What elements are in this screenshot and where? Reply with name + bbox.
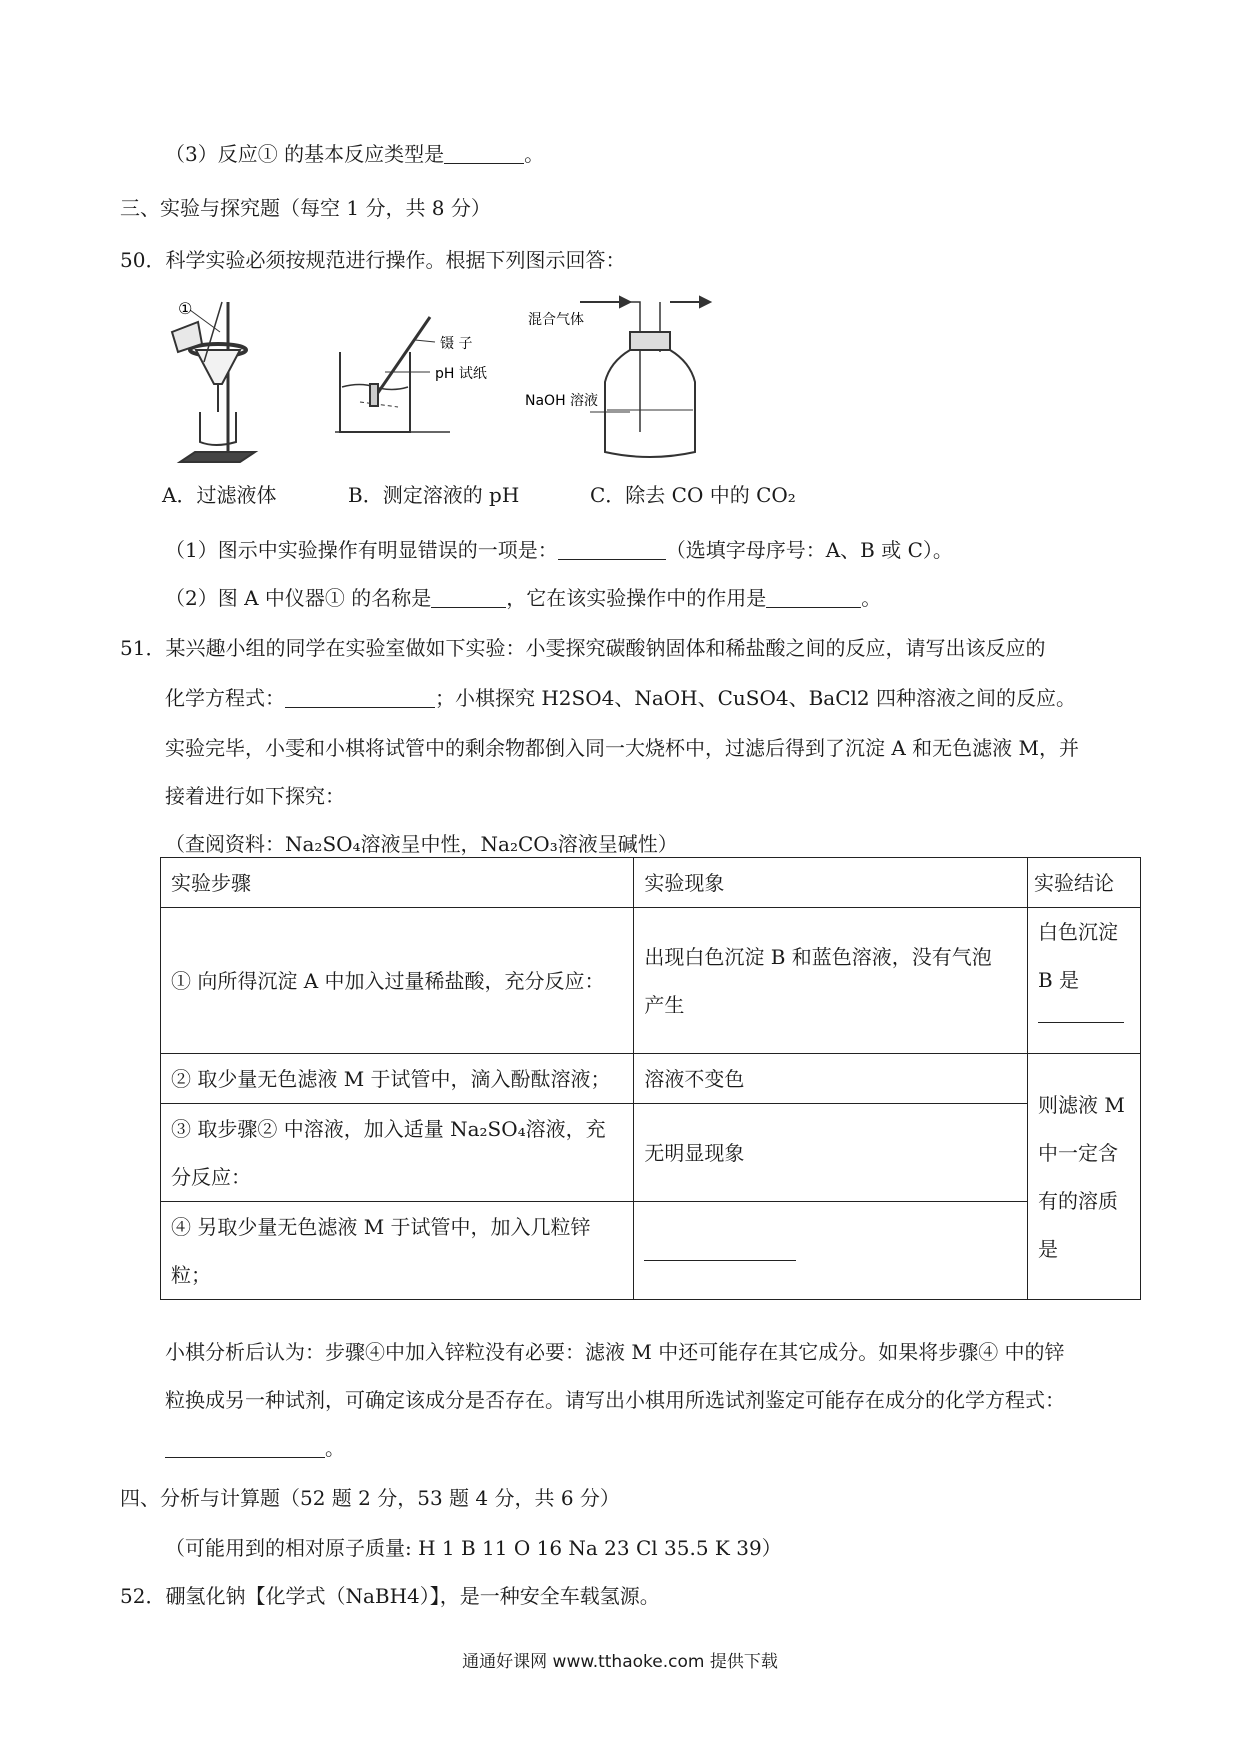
- answer-blank[interactable]: [1038, 1004, 1124, 1023]
- answer-blank[interactable]: [444, 143, 524, 164]
- gas-wash-apparatus: [580, 297, 710, 457]
- arrow-out-head: [700, 297, 710, 307]
- question-50: 50．科学实验必须按规范进行操作。根据下列图示回答：: [120, 248, 626, 272]
- table-row: [161, 1104, 1141, 1202]
- group-conclusion: 则滤液 M 中一定含 有的溶质 是: [1028, 1054, 1141, 1300]
- header-step: 实验步骤: [161, 858, 634, 908]
- analysis-line2: 粒换成另一种试剂，可确定该成分是否存在。请写出小棋用所选试剂鉴定可能存在成分的化学方程式：: [165, 1388, 1065, 1412]
- answer-blank[interactable]: [285, 687, 435, 708]
- row2-step: ② 取少量无色滤液 M 于试管中，滴入酚酞溶液；: [161, 1054, 634, 1104]
- page-footer: 通通好课网 www.tthaoke.com 提供下载: [462, 1652, 778, 1672]
- table-header-row: [161, 858, 1141, 908]
- q50-part1: （1）图示中实验操作有明显错误的一项是： （选填字母序号：A、B 或 C）。: [165, 538, 953, 562]
- row1-conclusion: 白色沉淀 B 是: [1028, 908, 1141, 1054]
- arrow-in-head: [620, 297, 630, 307]
- row4-step: ④ 另取少量无色滤液 M 于试管中，加入几粒锌 粒；: [161, 1202, 634, 1300]
- analysis-line1: 小棋分析后认为：步骤④中加入锌粒没有必要：滤液 M 中还可能存在其它成分。如果将步骤④ 中的锌: [165, 1340, 1065, 1364]
- table-row: [161, 1202, 1141, 1300]
- filtration-apparatus: [172, 302, 255, 462]
- atomic-masses: （可能用到的相对原子质量: H 1 B 11 O 16 Na 23 Cl 35.5 K 39）: [165, 1536, 782, 1560]
- q51-line5: （查阅资料：Na₂SO₄溶液呈中性，Na₂CO₃溶液呈碱性）: [165, 832, 678, 856]
- tweezer-label-line: [415, 340, 435, 342]
- beaker-a: [200, 412, 236, 445]
- answer-blank[interactable]: [558, 539, 666, 560]
- tweezers-label: 镊 子: [440, 336, 473, 352]
- experiment-figures: [160, 292, 820, 522]
- table-row: [161, 908, 1141, 1054]
- q51-line2: 化学方程式： ；小棋探究 H2SO4、NaOH、CuSO4、BaCl2 四种溶液之间的反应。: [165, 686, 1077, 710]
- naoh-label: NaOH 溶液: [525, 393, 599, 409]
- q50-part2: （2）图 A 中仪器① 的名称是 ，它在该实验操作中的作用是 。: [165, 586, 882, 610]
- row3-step: ③ 取步骤② 中溶液，加入适量 Na₂SO₄溶液，充 分反应：: [161, 1104, 634, 1202]
- answer-blank[interactable]: [766, 587, 861, 608]
- inlet-tube: [630, 302, 640, 432]
- analysis-line3: 。: [165, 1434, 345, 1462]
- gas-bottle: [605, 350, 695, 457]
- ph-paper: [370, 384, 378, 406]
- q51-line1: 51．某兴趣小组的同学在实验室做如下实验：小雯探究碳酸钠固体和稀盐酸之间的反应，请写出该反应的: [120, 636, 1046, 660]
- question-52: 52．硼氢化钠【化学式（NaBH4）】，是一种安全车载氢源。: [120, 1584, 660, 1608]
- row4-phenomenon: [634, 1202, 1028, 1300]
- section-3-title: 三、实验与探究题（每空 1 分，共 8 分）: [120, 196, 491, 220]
- row3-phenomenon: 无明显现象: [634, 1104, 1028, 1202]
- row1-step: ① 向所得沉淀 A 中加入过量稀盐酸，充分反应：: [161, 908, 634, 1054]
- stopper: [630, 332, 670, 350]
- section-4-title: 四、分析与计算题（52 题 2 分，53 题 4 分，共 6 分）: [120, 1486, 620, 1510]
- header-phenomenon: 实验现象: [634, 858, 1028, 908]
- caption-a: A．过滤液体: [162, 483, 277, 507]
- stand-base: [180, 452, 255, 462]
- row1-phenomenon: 出现白色沉淀 B 和蓝色溶液，没有气泡 产生: [634, 908, 1028, 1054]
- q51-line3: 实验完毕，小雯和小棋将试管中的剩余物都倒入同一大烧杯中，过滤后得到了沉淀 A 和无色滤液 M，并: [165, 736, 1079, 760]
- caption-c: C．除去 CO 中的 CO₂: [590, 483, 796, 507]
- header-conclusion: 实验结论: [1028, 858, 1141, 908]
- ph-apparatus: [335, 317, 450, 432]
- answer-blank[interactable]: [431, 587, 506, 608]
- tweezers: [375, 317, 430, 397]
- ph-paper-label: pH 试纸: [435, 366, 487, 382]
- mixed-gas-label: 混合气体: [528, 312, 584, 328]
- experiment-table: [160, 857, 1141, 1300]
- funnel: [196, 350, 240, 384]
- figure-drawings: [160, 292, 820, 472]
- q49-3-line: （3）反应① 的基本反应类型是 。: [165, 142, 545, 166]
- label-1: ①: [178, 299, 193, 318]
- q51-line4: 接着进行如下探究：: [165, 784, 345, 808]
- table-row: [161, 1054, 1141, 1104]
- row2-phenomenon: 溶液不变色: [634, 1054, 1028, 1104]
- answer-blank[interactable]: [165, 1437, 325, 1458]
- answer-blank[interactable]: [644, 1240, 796, 1261]
- caption-b: B．测定溶液的 pH: [348, 483, 520, 507]
